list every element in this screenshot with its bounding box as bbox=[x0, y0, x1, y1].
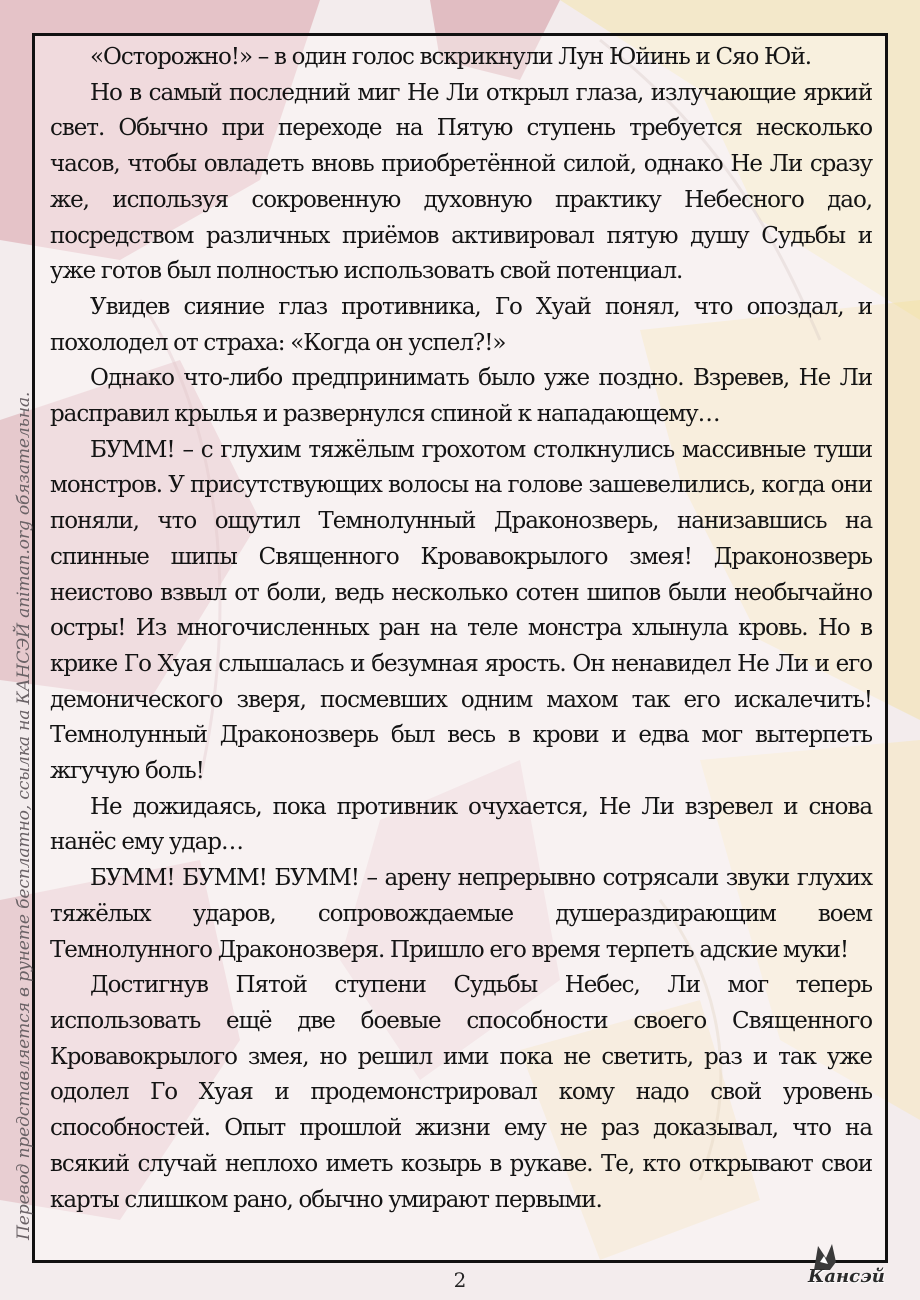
paragraph: Но в самый последний миг Не Ли открыл глаза, излучающие яркий свет. Обычно при переходе на Пятую ступень требуется несколько часов, чтобы овладеть вновь приобретённой силой, однако Не Ли сразу же, используя сокровенную духовную практику Небесного дао, посредством различных приёмов активировал пятую душу Судьбы и уже готов был полностью использовать свой потенциал. bbox=[50, 79, 872, 285]
logo-text: Кансэй bbox=[808, 1266, 885, 1287]
paragraph: Не дожидаясь, пока противник очухается, Не Ли взревел и снова нанёс ему удар… bbox=[50, 793, 872, 856]
kansei-logo bbox=[800, 1240, 900, 1296]
paragraph: БУММ! – с глухим тяжёлым грохотом столкнулись массивные туши монстров. У присутствующих волосы на голове зашевелились, когда они поняли, что ощутил Темнолунный Драконозверь, нанизавшись на спинные шипы Священного Кровавокрылого змея! Драконозверь неистово взвыл от боли, ведь несколько сотен шипов были необычайно остры! Из многочисленных ран на теле монстра хлынула кровь. Но в крике Го Хуая слышалась и безумная ярость. Он ненавидел Не Ли и его демонического зверя, посмевших одним махом так его искалечить! Темнолунный Драконозверь был весь в крови и едва мог вытерпеть жгучую боль! bbox=[50, 436, 872, 785]
paragraph: «Осторожно!» – в один голос вскрикнули Лун Юйинь и Сяо Юй. bbox=[90, 44, 811, 70]
paragraph: Однако что-либо предпринимать было уже поздно. Взревев, Не Ли расправил крылья и развернулся спиной к нападающему… bbox=[50, 365, 872, 428]
translation-notice: Перевод представляется в рунете бесплатно, ссылка на КАНСЭЙ animan.org обязательна. bbox=[14, 391, 34, 1240]
page-number: 2 bbox=[453, 1268, 467, 1292]
paragraph: Достигнув Пятой ступени Судьбы Небес, Ли мог теперь использовать ещё две боевые способности своего Священного Кровавокрылого змея, но решил ими пока не светить, раз и так уже одолел Го Хуая и продемонстрировал кому надо свой уровень способностей. Опыт прошлой жизни ему не раз доказывал, что на всякий случай неплохо иметь козырь в рукаве. Те, кто открывают свои карты слишком рано, обычно умирают первыми. bbox=[50, 972, 872, 1213]
story-text bbox=[50, 40, 872, 1218]
paragraph: Увидев сияние глаз противника, Го Хуай понял, что опоздал, и похолодел от страха: «Когда он успел?!» bbox=[50, 293, 872, 356]
paragraph: БУММ! БУММ! БУММ! – арену непрерывно сотрясали звуки глухих тяжёлых ударов, сопровождаемые душераздирающим воем Темнолунного Драконозверя. Пришло его время терпеть адские муки! bbox=[50, 865, 872, 963]
